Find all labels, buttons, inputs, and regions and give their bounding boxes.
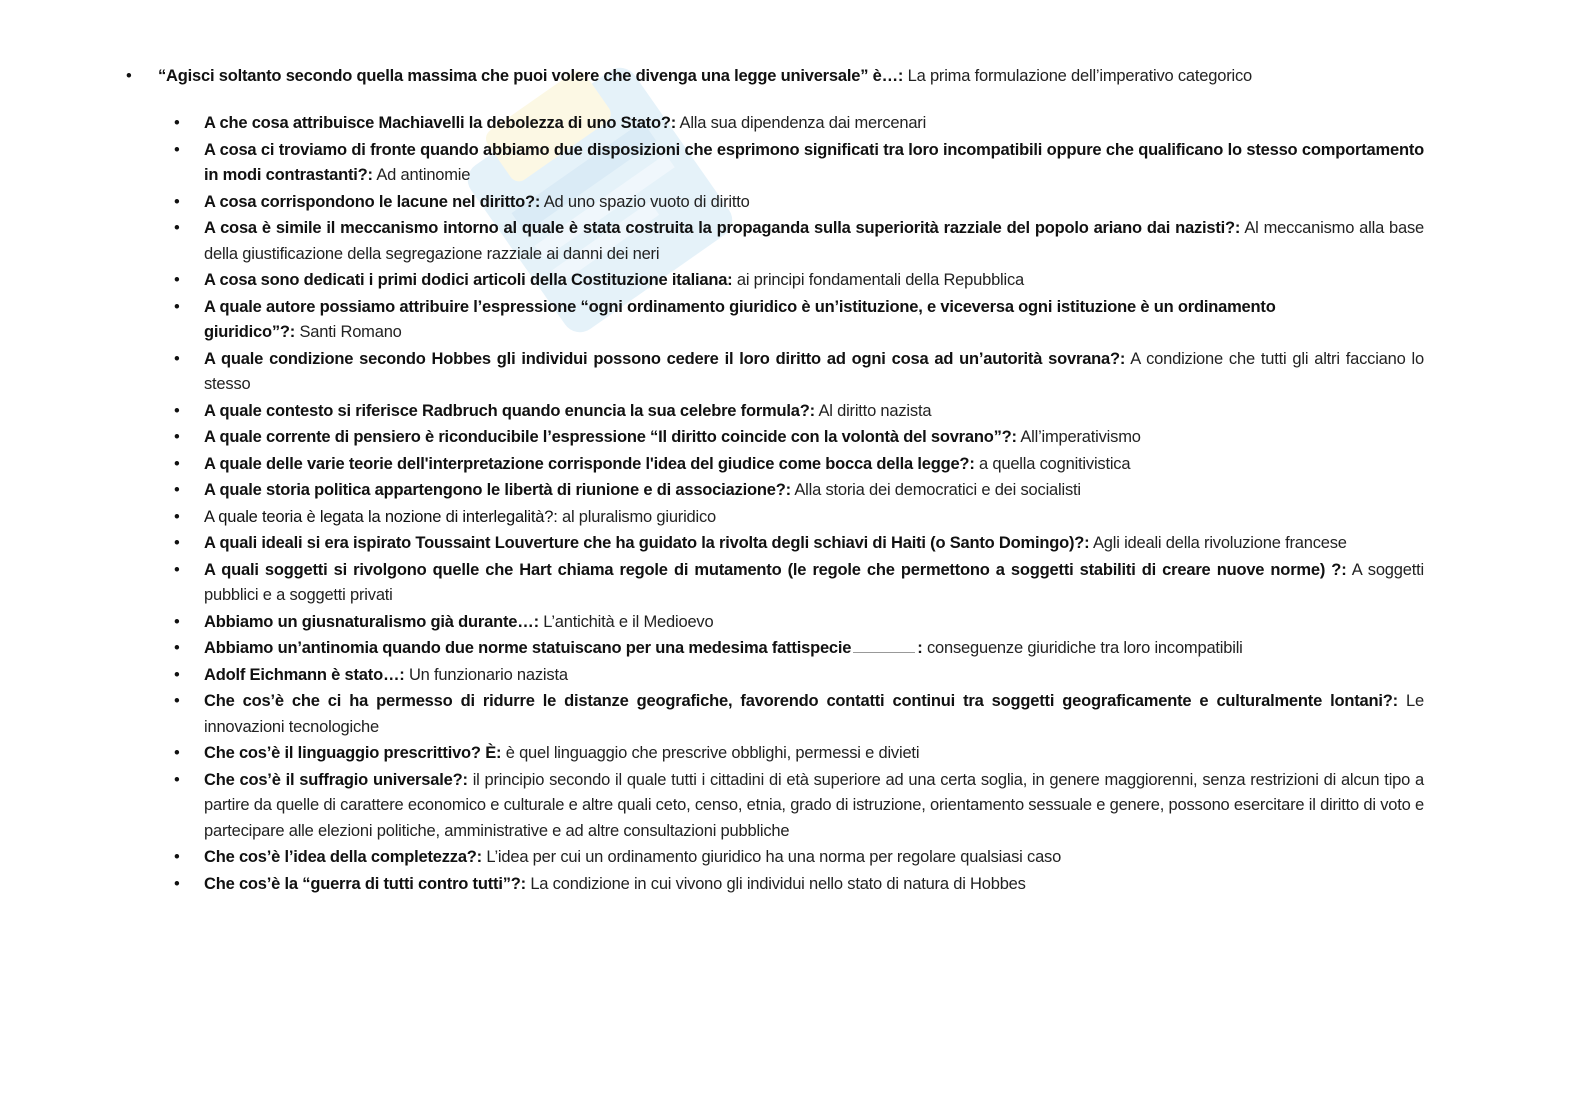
list-item (174, 190, 1424, 216)
answer-text: conseguenze giuridiche tra loro incompatibili (926, 639, 1243, 657)
answer-text: Al diritto nazista (818, 401, 932, 420)
bullet-icon: • (174, 428, 180, 446)
answer-text: il principio secondo il quale tutti i cittadini di età superiore ad una certa soglia, in genere maggiorenni, senza restrizioni di alcun tipo a partire da quelle di carattere economico e culturale e altre quali ceto, censo, etnia, grado di istruzione, orientamento sessuale e genere, possono esercitare il diritto di voto e partecipare alle elezioni politiche, amministrative e ad altre consultazioni pubbliche (204, 770, 1424, 840)
list-item (174, 425, 1424, 451)
answer-text: al pluralismo giuridico (561, 507, 717, 526)
question-text: Che cos’è il suffragio universale?: (204, 770, 468, 789)
list-item (174, 505, 1424, 531)
list-item (174, 558, 1424, 609)
list-item (174, 663, 1424, 689)
list-item (174, 138, 1424, 189)
question-text: A quale condizione secondo Hobbes gli individui possono cedere il loro diritto ad ogni cosa ad un’autorità sovrana?: (204, 349, 1126, 368)
answer-text: Ad antinomie (376, 166, 471, 184)
bullet-icon: • (174, 349, 180, 368)
answer-text: La condizione in cui vivono gli individui nello stato di natura di Hobbes (530, 874, 1026, 893)
answer-text: è quel linguaggio che prescrive obblighi, permessi e divieti (505, 744, 920, 762)
list-item (174, 768, 1424, 845)
bullet-icon: • (174, 639, 180, 657)
answer-text: L’idea per cui un ordinamento giuridico ha una norma per regolare qualsiasi caso (486, 848, 1062, 866)
fill-blank (853, 651, 915, 653)
answer-text: L’antichità e il Medioevo (543, 612, 714, 631)
question-text: A quale contesto si riferisce Radbruch quando enuncia la sua celebre formula?: (204, 401, 815, 420)
bullet-icon: • (174, 114, 180, 132)
list-item (174, 295, 1424, 346)
list-item (174, 478, 1424, 504)
question-text: A quale autore possiamo attribuire l’espressione “ogni ordinamento giuridico è un’istituzione, e viceversa ogni istituzione è un ordinamento (204, 297, 1276, 316)
question-text: Che cos’è il linguaggio prescrittivo? È: (204, 744, 502, 762)
question-text: Che cos’è l’idea della completezza?: (204, 848, 482, 866)
question-text: “Agisci soltanto secondo quella massima che puoi volere che divenga una legge universale” è…: (158, 67, 904, 85)
bullet-icon: • (174, 219, 180, 237)
bullet-icon: • (174, 560, 180, 579)
first-item (126, 63, 1426, 89)
bullet-icon: • (174, 534, 180, 552)
question-text: A quale corrente di pensiero è riconducibile l’espressione “Il diritto coincide con la volontà del sovrano”?: (204, 428, 1017, 446)
list-item (174, 216, 1424, 267)
question-text: A cosa corrispondono le lacune nel diritto?: (204, 192, 541, 211)
bullet-icon: • (174, 744, 180, 762)
question-text: A quali soggetti si rivolgono quelle che Hart chiama regole di mutamento (le regole che permettono a soggetti stabiliti di creare nuove norme) ?: (204, 560, 1347, 579)
answer-text: Alla sua dipendenza dai mercenari (679, 114, 927, 132)
list-item (174, 399, 1424, 425)
question-suffix: : (917, 639, 923, 657)
list-item (174, 111, 1424, 137)
answer-text: a quella cognitivistica (979, 454, 1131, 473)
bullet-icon: • (126, 67, 132, 85)
bullet-icon: • (174, 454, 180, 473)
list-item (174, 347, 1424, 398)
bullet-icon: • (174, 874, 180, 893)
answer-text: A condizione che tutti gli altri facciano lo stesso (204, 349, 1424, 393)
question-text-continued: giuridico”?: (204, 323, 296, 341)
answer-text: Alla storia dei democratici e dei socialisti (794, 481, 1081, 499)
list-item (174, 872, 1424, 898)
question-text: A cosa è simile il meccanismo intorno al quale è stata costruita la propaganda sulla superiorità razziale del popolo ariano dai nazisti?: (204, 219, 1241, 237)
bullet-icon: • (174, 612, 180, 631)
list-item (174, 845, 1424, 871)
answer-text: Le innovazioni tecnologiche (204, 692, 1424, 736)
answer-text: All’imperativismo (1020, 428, 1141, 446)
answer-text: ai principi fondamentali della Repubblica (736, 271, 1025, 289)
question-text: A quale teoria è legata la nozione di interlegalità?: (204, 507, 558, 526)
question-text: Abbiamo un’antinomia quando due norme statuiscano per una medesima fattispecie (204, 639, 852, 657)
answer-text: Santi Romano (299, 323, 402, 341)
bullet-icon: • (174, 192, 180, 211)
list-item (174, 610, 1424, 636)
list-item (174, 689, 1424, 740)
question-text: A quali ideali si era ispirato Toussaint Louverture che ha guidato la rivolta degli schiavi di Haiti (o Santo Domingo)?: (204, 534, 1090, 552)
question-text: A quale storia politica appartengono le libertà di riunione e di associazione?: (204, 481, 791, 499)
question-text: A che cosa attribuisce Machiavelli la debolezza di uno Stato?: (204, 114, 677, 132)
bullet-icon: • (174, 297, 180, 316)
bullet-icon: • (174, 848, 180, 866)
answer-text: Al meccanismo alla base della giustificazione della segregazione razziale ai danni dei neri (204, 219, 1425, 263)
bullet-icon: • (174, 481, 180, 499)
answer-text: La prima formulazione dell’imperativo categorico (907, 67, 1253, 85)
list-item (174, 268, 1424, 294)
question-text: Che cos’è la “guerra di tutti contro tutti”?: (204, 874, 526, 893)
bullet-icon: • (174, 271, 180, 289)
answer-text: Un funzionario nazista (408, 665, 568, 684)
answer-text: Ad uno spazio vuoto di diritto (543, 192, 750, 211)
question-text: Adolf Eichmann è stato…: (204, 665, 405, 684)
list-item (174, 636, 1424, 662)
answer-text: A soggetti pubblici e a soggetti privati (204, 560, 1424, 604)
question-list (174, 111, 1424, 898)
question-text: A cosa ci troviamo di fronte quando abbiamo due disposizioni che esprimono significati tra loro incompatibili oppure che qualificano lo stesso comportamento in modi contrastanti?: (204, 140, 1424, 184)
answer-text: Agli ideali della rivoluzione francese (1092, 534, 1347, 552)
bullet-icon: • (174, 770, 180, 789)
list-item (174, 741, 1424, 767)
list-item (174, 531, 1424, 557)
question-text: A cosa sono dedicati i primi dodici articoli della Costituzione italiana: (204, 271, 733, 289)
question-text: Che cos’è che ci ha permesso di ridurre le distanze geografiche, favorendo contatti continui tra soggetti geograficamente e culturalmente lontani?: (204, 692, 1398, 710)
bullet-icon: • (174, 507, 180, 526)
bullet-icon: • (174, 401, 180, 420)
bullet-icon: • (174, 692, 180, 710)
question-text: Abbiamo un giusnaturalismo già durante…: (204, 612, 539, 631)
question-text: A quale delle varie teorie dell'interpretazione corrisponde l'idea del giudice come bocca della legge?: (204, 454, 975, 473)
bullet-icon: • (174, 665, 180, 684)
bullet-icon: • (174, 140, 180, 159)
list-item (174, 452, 1424, 478)
